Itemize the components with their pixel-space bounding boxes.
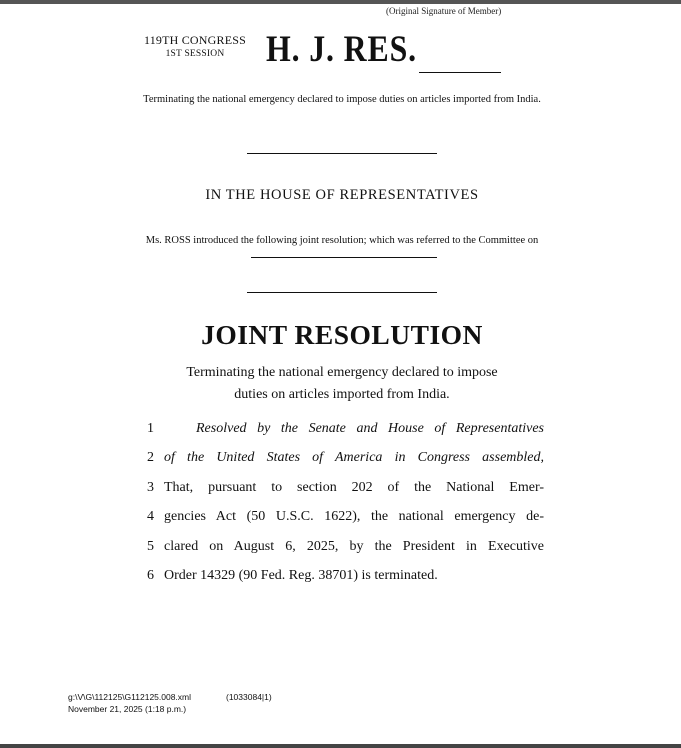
- line-number: 5: [147, 538, 154, 554]
- introduction-statement: [140, 233, 544, 263]
- chamber-heading: IN THE HOUSE OF REPRESENTATIVES: [205, 187, 479, 203]
- file-path: g:\V\G\112125\G112125.008.xml: [68, 692, 192, 702]
- original-signature-label: (Original Signature of Member): [386, 6, 502, 16]
- line-text: That, pursuant to section 202 of the National Emer-: [164, 479, 544, 495]
- line-number: 2: [147, 450, 154, 466]
- line-number: 1: [147, 421, 154, 436]
- footer-first-line: [68, 691, 272, 703]
- footer-date: November 21, 2025 (1:18 p.m.): [68, 704, 187, 714]
- line-text: gencies Act (50 U.S.C. 1622), the national emergency de-: [164, 509, 544, 525]
- bill-number-blank: [419, 72, 501, 73]
- body-line: [140, 418, 550, 447]
- body-line: [140, 447, 550, 476]
- short-title: Terminating the national emergency declared to impose duties on articles imported from India.: [143, 94, 541, 105]
- long-title-line: duties on articles imported from India.: [234, 387, 450, 402]
- congress-label: 119TH CONGRESS: [143, 33, 247, 47]
- document-type-heading: JOINT RESOLUTION: [201, 319, 483, 350]
- long-title-line: Terminating the national emergency declared to impose: [186, 365, 498, 380]
- body-line: [140, 506, 550, 535]
- body-line: [140, 477, 550, 506]
- line-number: 4: [147, 509, 154, 525]
- line-number: 3: [147, 479, 154, 495]
- introduction-text: Ms. ROSS introduced the following joint resolution; which was referred to the Committee on: [145, 235, 539, 246]
- body-line: [140, 565, 550, 594]
- committee-blank: [251, 248, 437, 258]
- session-label: 1ST SESSION: [165, 49, 225, 59]
- line-number: 6: [147, 567, 154, 583]
- line-text: Order 14329 (90 Fed. Reg. 38701) is terminated.: [164, 567, 438, 583]
- top-border: [0, 0, 681, 4]
- line-text: clared on August 6, 2025, by the President in Executive: [164, 538, 544, 554]
- document-number: (1033084|1): [226, 692, 272, 702]
- divider-rule: [247, 153, 437, 154]
- line-text: of the United States of America in Congress assembled,: [164, 450, 544, 466]
- resolution-body: [140, 418, 550, 594]
- long-title: [140, 362, 544, 406]
- body-line: [140, 536, 550, 565]
- divider-rule: [247, 292, 437, 293]
- congress-session-block: [132, 33, 258, 61]
- document-footer: [68, 691, 272, 715]
- bottom-border: [0, 744, 681, 748]
- line-text: Resolved by the Senate and House of Representatives: [196, 421, 544, 436]
- bill-identifier: H. J. RES.: [266, 29, 417, 70]
